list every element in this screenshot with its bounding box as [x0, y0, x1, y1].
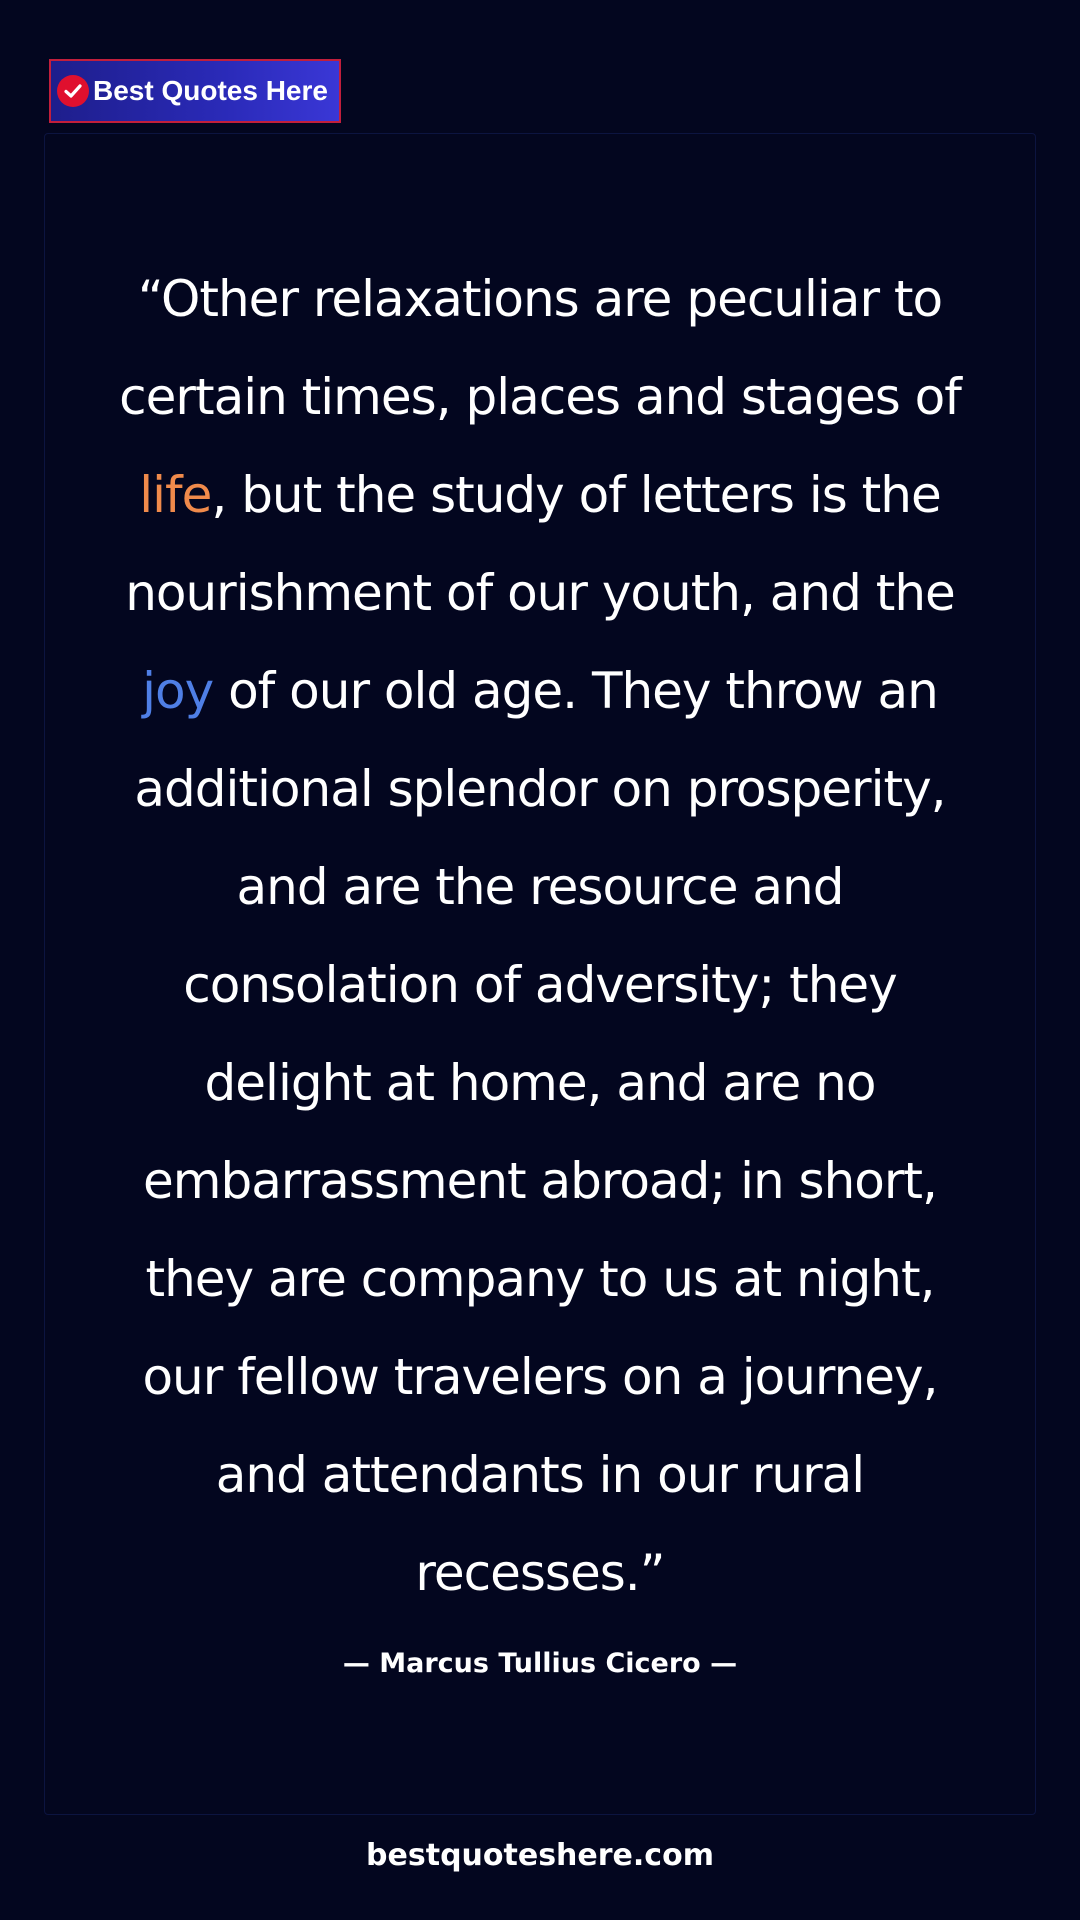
quote-highlight-joy: joy: [142, 662, 214, 720]
quote-author: — Marcus Tullius Cicero —: [342, 1648, 738, 1679]
brand-name: Best Quotes Here: [93, 75, 328, 106]
quote-part-2: , but the study of letters is the nourishment of our youth, and the: [125, 466, 955, 622]
quote-part-1: “Other relaxations are peculiar to certain times, places and stages of: [119, 270, 961, 426]
quote-text: [100, 250, 980, 1622]
brand-logo: [49, 59, 341, 123]
site-url: bestquoteshere.com: [366, 1838, 714, 1873]
quote-part-3: of our old age. They throw an additional splendor on prosperity, and are the resource and consolation of adversity; they delight at home, and are no embarrassment abroad; in short, they are company to us at night, our fellow travelers on a journey, and attendants in our rural recesses.”: [134, 662, 946, 1602]
check-circle-icon: [57, 75, 89, 107]
quote-highlight-life: life: [139, 466, 212, 524]
